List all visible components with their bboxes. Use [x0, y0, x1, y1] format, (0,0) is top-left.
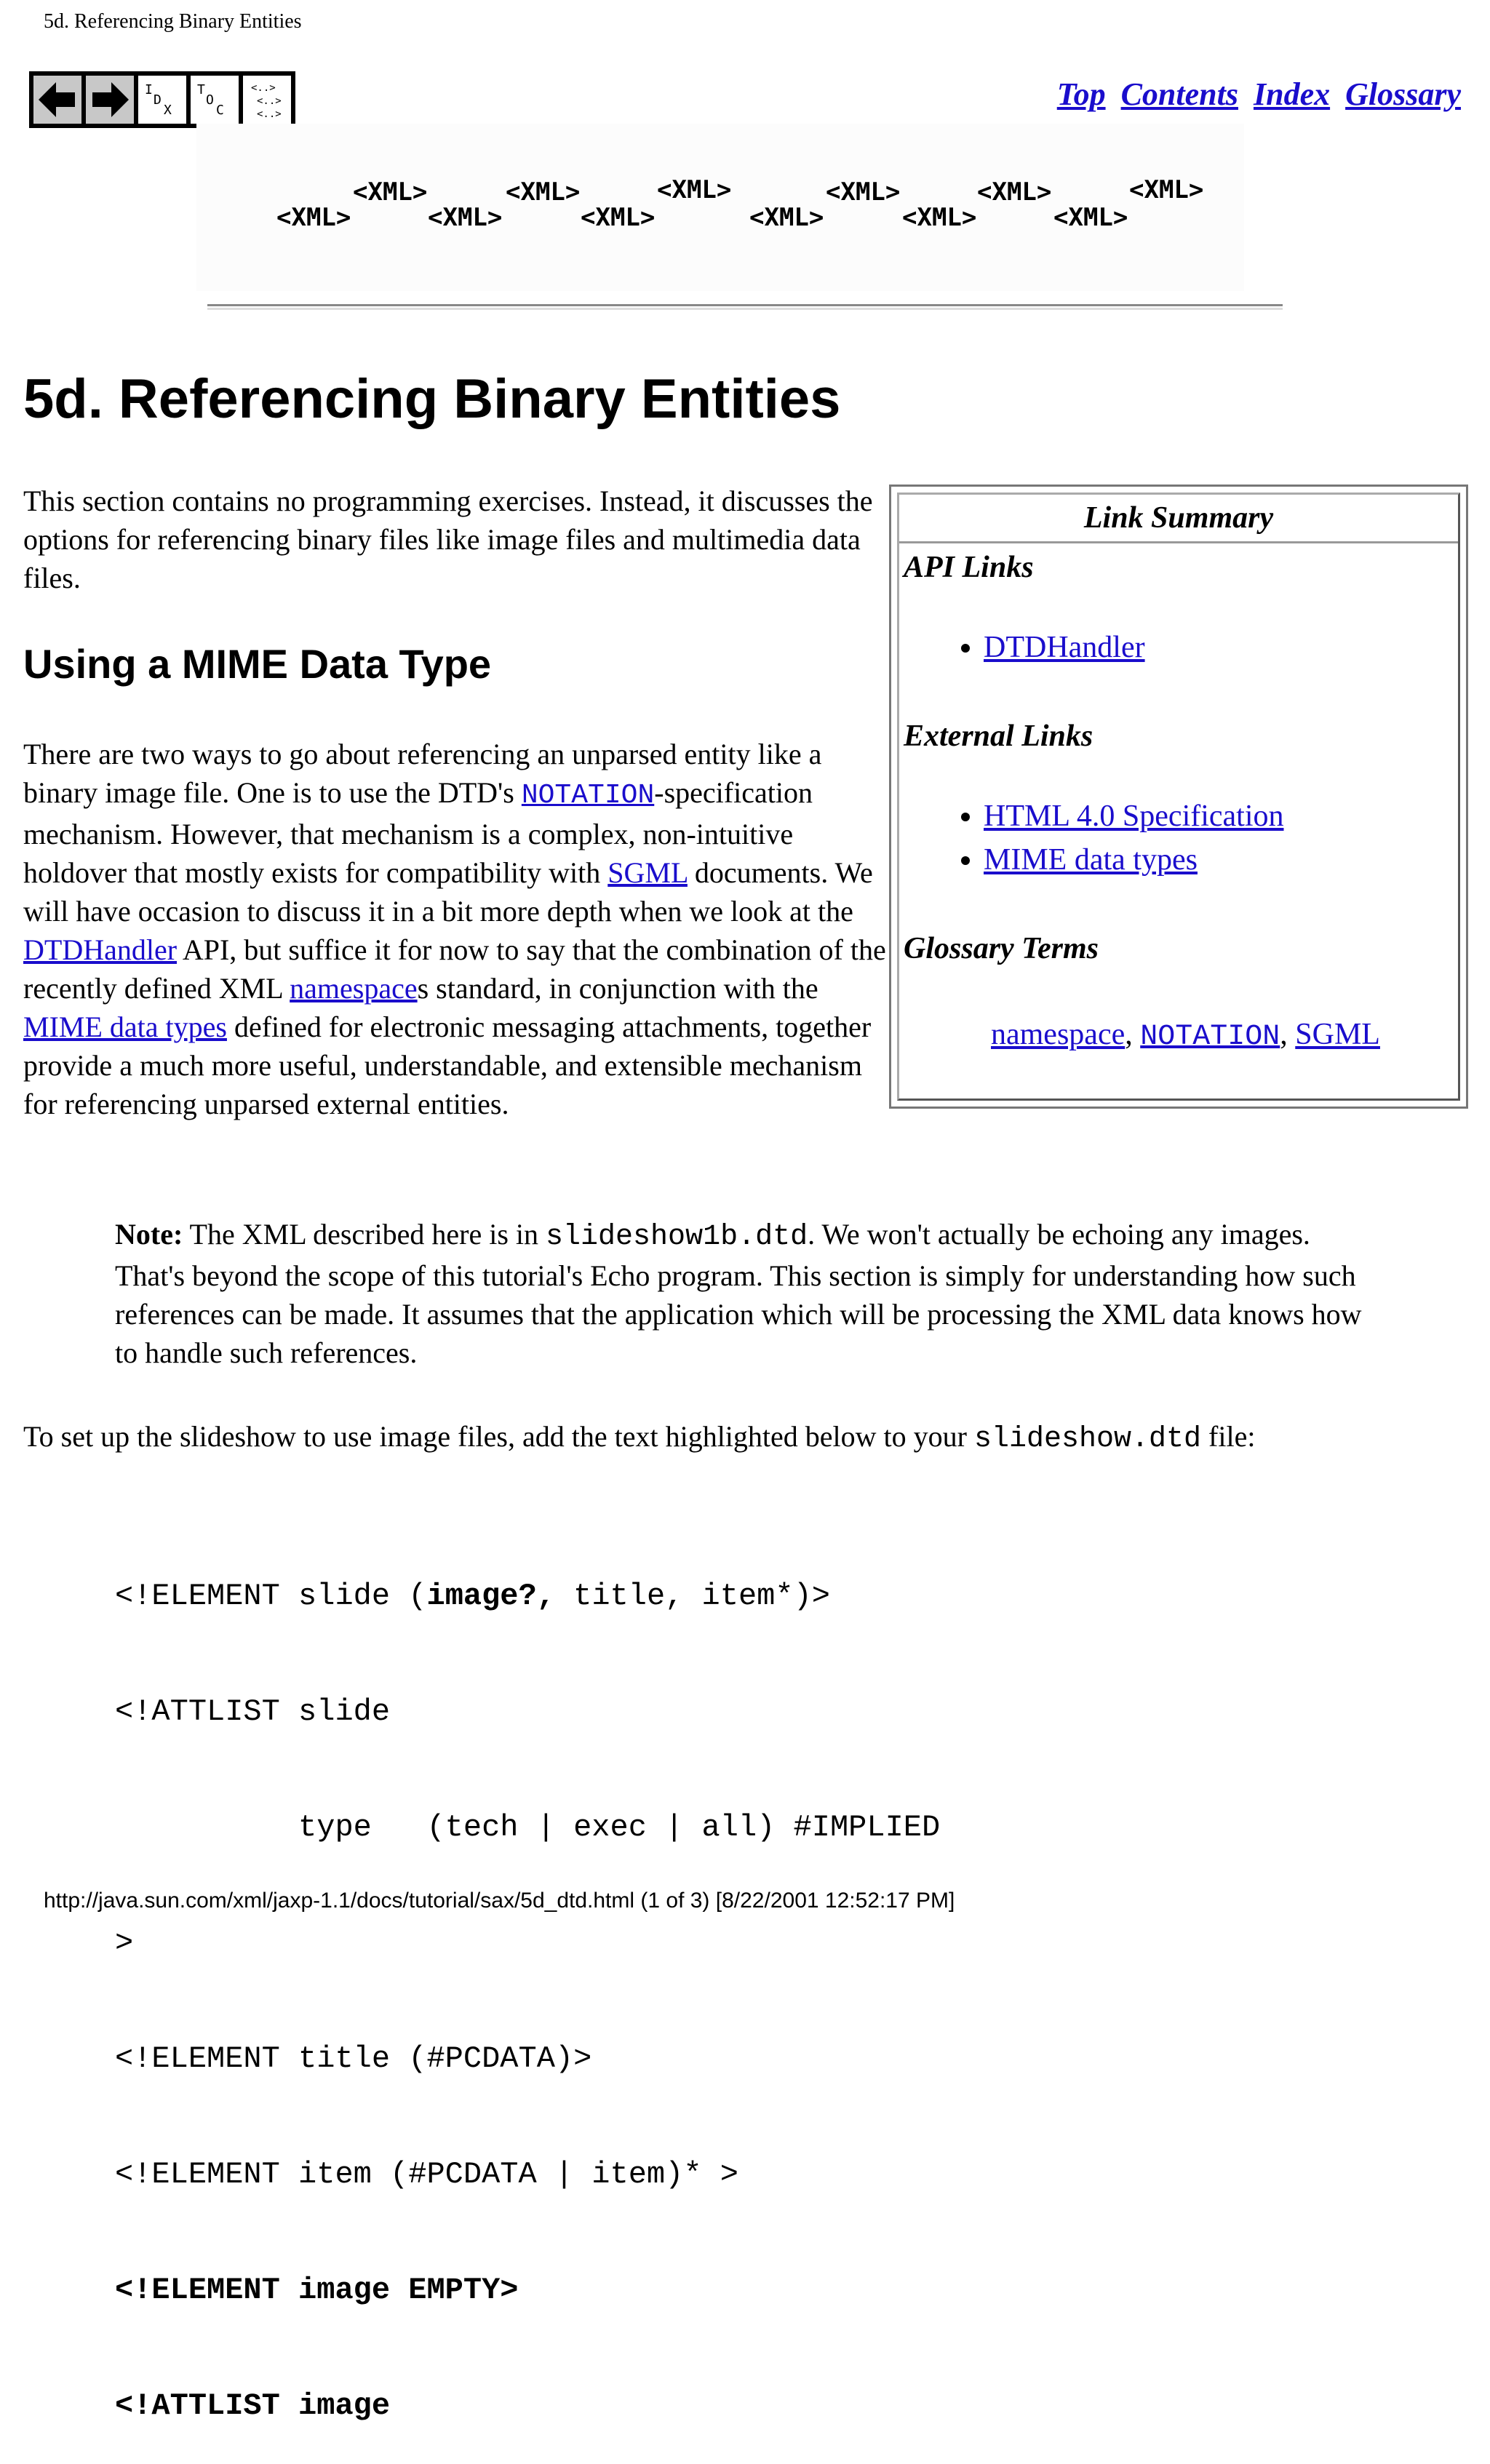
xml-tag: <XML> — [749, 203, 824, 232]
index-link[interactable]: Index — [1253, 76, 1331, 112]
xml-tag: <XML> — [977, 178, 1052, 207]
body-text: s standard, in conjunction with the — [417, 972, 818, 1005]
index-button[interactable] — [136, 73, 188, 126]
external-link-mime-types[interactable]: MIME data types — [984, 843, 1198, 877]
tree-button[interactable] — [241, 73, 293, 126]
code-line-highlight: <!ELEMENT image EMPTY> — [115, 2273, 519, 2308]
setup-text: To set up the slideshow to use image files, add the text highlighted below to your — [23, 1420, 974, 1453]
xml-tag: <XML> — [1129, 175, 1204, 204]
glossary-namespace-link[interactable]: namespace — [991, 1018, 1126, 1051]
toc-icon — [191, 76, 238, 123]
svg-text:C: C — [216, 103, 224, 118]
body-paragraph — [23, 735, 896, 1123]
section-heading: Using a MIME Data Type — [23, 641, 492, 687]
glossary-notation-link[interactable]: NOTATION — [1140, 1021, 1280, 1053]
note-text: . We won't actually be echoing any images. That's beyond the scope of this tutorial's Echo program. This section is simply for understanding how such references can be made. It assumes that the application which will be processing the XML data knows how to handle such references. — [115, 1218, 1362, 1369]
code-text: title, item*)> — [554, 1579, 830, 1614]
xml-tag: <XML> — [353, 178, 428, 207]
xml-banner-graphic — [196, 124, 1244, 291]
next-button[interactable] — [84, 73, 136, 126]
xml-tag: <XML> — [581, 203, 656, 232]
external-links-list — [940, 794, 1284, 882]
external-link-html-spec[interactable]: HTML 4.0 Specification — [984, 800, 1284, 833]
intro-paragraph: This section contains no programming exercises. Instead, it discusses the options for referencing binary files like image files and multimedia data files. — [23, 485, 873, 594]
svg-text:D: D — [154, 92, 162, 108]
separator: , — [1280, 1018, 1296, 1051]
top-links — [1050, 76, 1461, 113]
xml-tag: <XML> — [657, 175, 732, 204]
svg-text:<..>: <..> — [251, 82, 276, 94]
code-line: <!ELEMENT item (#PCDATA | item)* > — [115, 2157, 738, 2192]
code-text: <!ELEMENT slide ( — [115, 1579, 427, 1614]
svg-text:X: X — [164, 103, 172, 118]
code-line: > — [115, 1926, 134, 1961]
svg-text:T: T — [197, 82, 205, 97]
contents-link[interactable]: Contents — [1120, 76, 1238, 112]
body-text: documents. We will have occasion to discuss it in a bit more depth when we look at the — [23, 856, 873, 928]
note-block — [115, 1215, 1381, 1372]
notation-link[interactable]: NOTATION — [521, 780, 655, 811]
mime-data-types-link[interactable]: MIME data types — [23, 1010, 227, 1043]
xml-tag: <XML> — [826, 178, 901, 207]
svg-text:<..>: <..> — [257, 95, 282, 107]
list-item — [984, 838, 1284, 882]
previous-icon — [34, 76, 81, 123]
code-line: <!ATTLIST slide — [115, 1694, 391, 1729]
link-summary-title: Link Summary — [899, 495, 1458, 543]
svg-text:O: O — [206, 92, 214, 108]
external-links-heading: External Links — [904, 719, 1093, 753]
note-filename: slideshow1b.dtd — [546, 1221, 808, 1253]
setup-text: file: — [1201, 1420, 1256, 1453]
top-link[interactable]: Top — [1056, 76, 1106, 112]
api-link-dtdhandler[interactable]: DTDHandler — [984, 631, 1145, 664]
body-text: API, but suffice it for now to say that the combination of the recently defined XML — [23, 933, 886, 1005]
xml-tag: <XML> — [428, 203, 503, 232]
next-icon — [87, 76, 133, 123]
svg-text:I: I — [145, 82, 153, 97]
dtdhandler-link[interactable]: DTDHandler — [23, 933, 178, 966]
xml-tag: <XML> — [1053, 203, 1128, 232]
glossary-terms — [991, 1017, 1380, 1053]
code-line: <!ELEMENT title (#PCDATA)> — [115, 2041, 592, 2076]
api-links-heading: API Links — [904, 551, 1034, 584]
link-summary-box — [889, 485, 1468, 1109]
separator: , — [1125, 1018, 1141, 1051]
glossary-sgml-link[interactable]: SGML — [1295, 1018, 1380, 1051]
xml-tag: <XML> — [276, 203, 351, 232]
note-text: The XML described here is in — [183, 1218, 546, 1251]
body-text: There are two ways to go about referencing an unparsed entity like a binary image file. One is to use the DTD's — [23, 738, 822, 809]
xml-tag: <XML> — [902, 203, 977, 232]
sgml-link[interactable]: SGML — [607, 856, 688, 889]
code-line — [115, 1577, 940, 1616]
previous-button[interactable] — [31, 73, 84, 126]
body-text: defined for electronic messaging attachments, together provide a much more useful, understandable, and extensible mechanism for referencing unparsed external entities. — [23, 1010, 872, 1120]
banner-divider — [207, 304, 1283, 310]
nav-toolbar — [29, 71, 295, 128]
namespace-link[interactable]: namespace — [290, 972, 418, 1005]
glossary-link[interactable]: Glossary — [1345, 76, 1461, 112]
page-title: 5d. Referencing Binary Entities — [23, 368, 841, 430]
code-line-highlight: <!ATTLIST image — [115, 2388, 391, 2423]
code-block — [115, 1500, 940, 2464]
note-label: Note: — [115, 1218, 183, 1251]
index-icon — [139, 76, 186, 123]
xml-banner — [196, 124, 1244, 291]
toc-button[interactable] — [188, 73, 241, 126]
setup-paragraph — [23, 1417, 1471, 1459]
print-header: 5d. Referencing Binary Entities — [44, 10, 302, 33]
body-text: -specification mechanism. However, that mechanism is a complex, non-intuitive holdover that mostly exists for compatibility with — [23, 776, 813, 889]
list-item — [984, 794, 1284, 838]
svg-text:<..>: <..> — [257, 108, 282, 120]
tree-icon — [244, 76, 290, 123]
list-item — [984, 626, 1145, 669]
code-line: type (tech | exec | all) #IMPLIED — [115, 1810, 941, 1845]
print-footer: http://java.sun.com/xml/jaxp-1.1/docs/tutorial/sax/5d_dtd.html (1 of 3) [8/22/2001 12:52:17 PM] — [44, 1889, 955, 1913]
setup-filename: slideshow.dtd — [973, 1423, 1202, 1456]
glossary-terms-heading: Glossary Terms — [904, 932, 1099, 965]
code-highlight: image?, — [426, 1579, 555, 1614]
api-links-list — [940, 626, 1145, 669]
xml-tag: <XML> — [506, 178, 581, 207]
